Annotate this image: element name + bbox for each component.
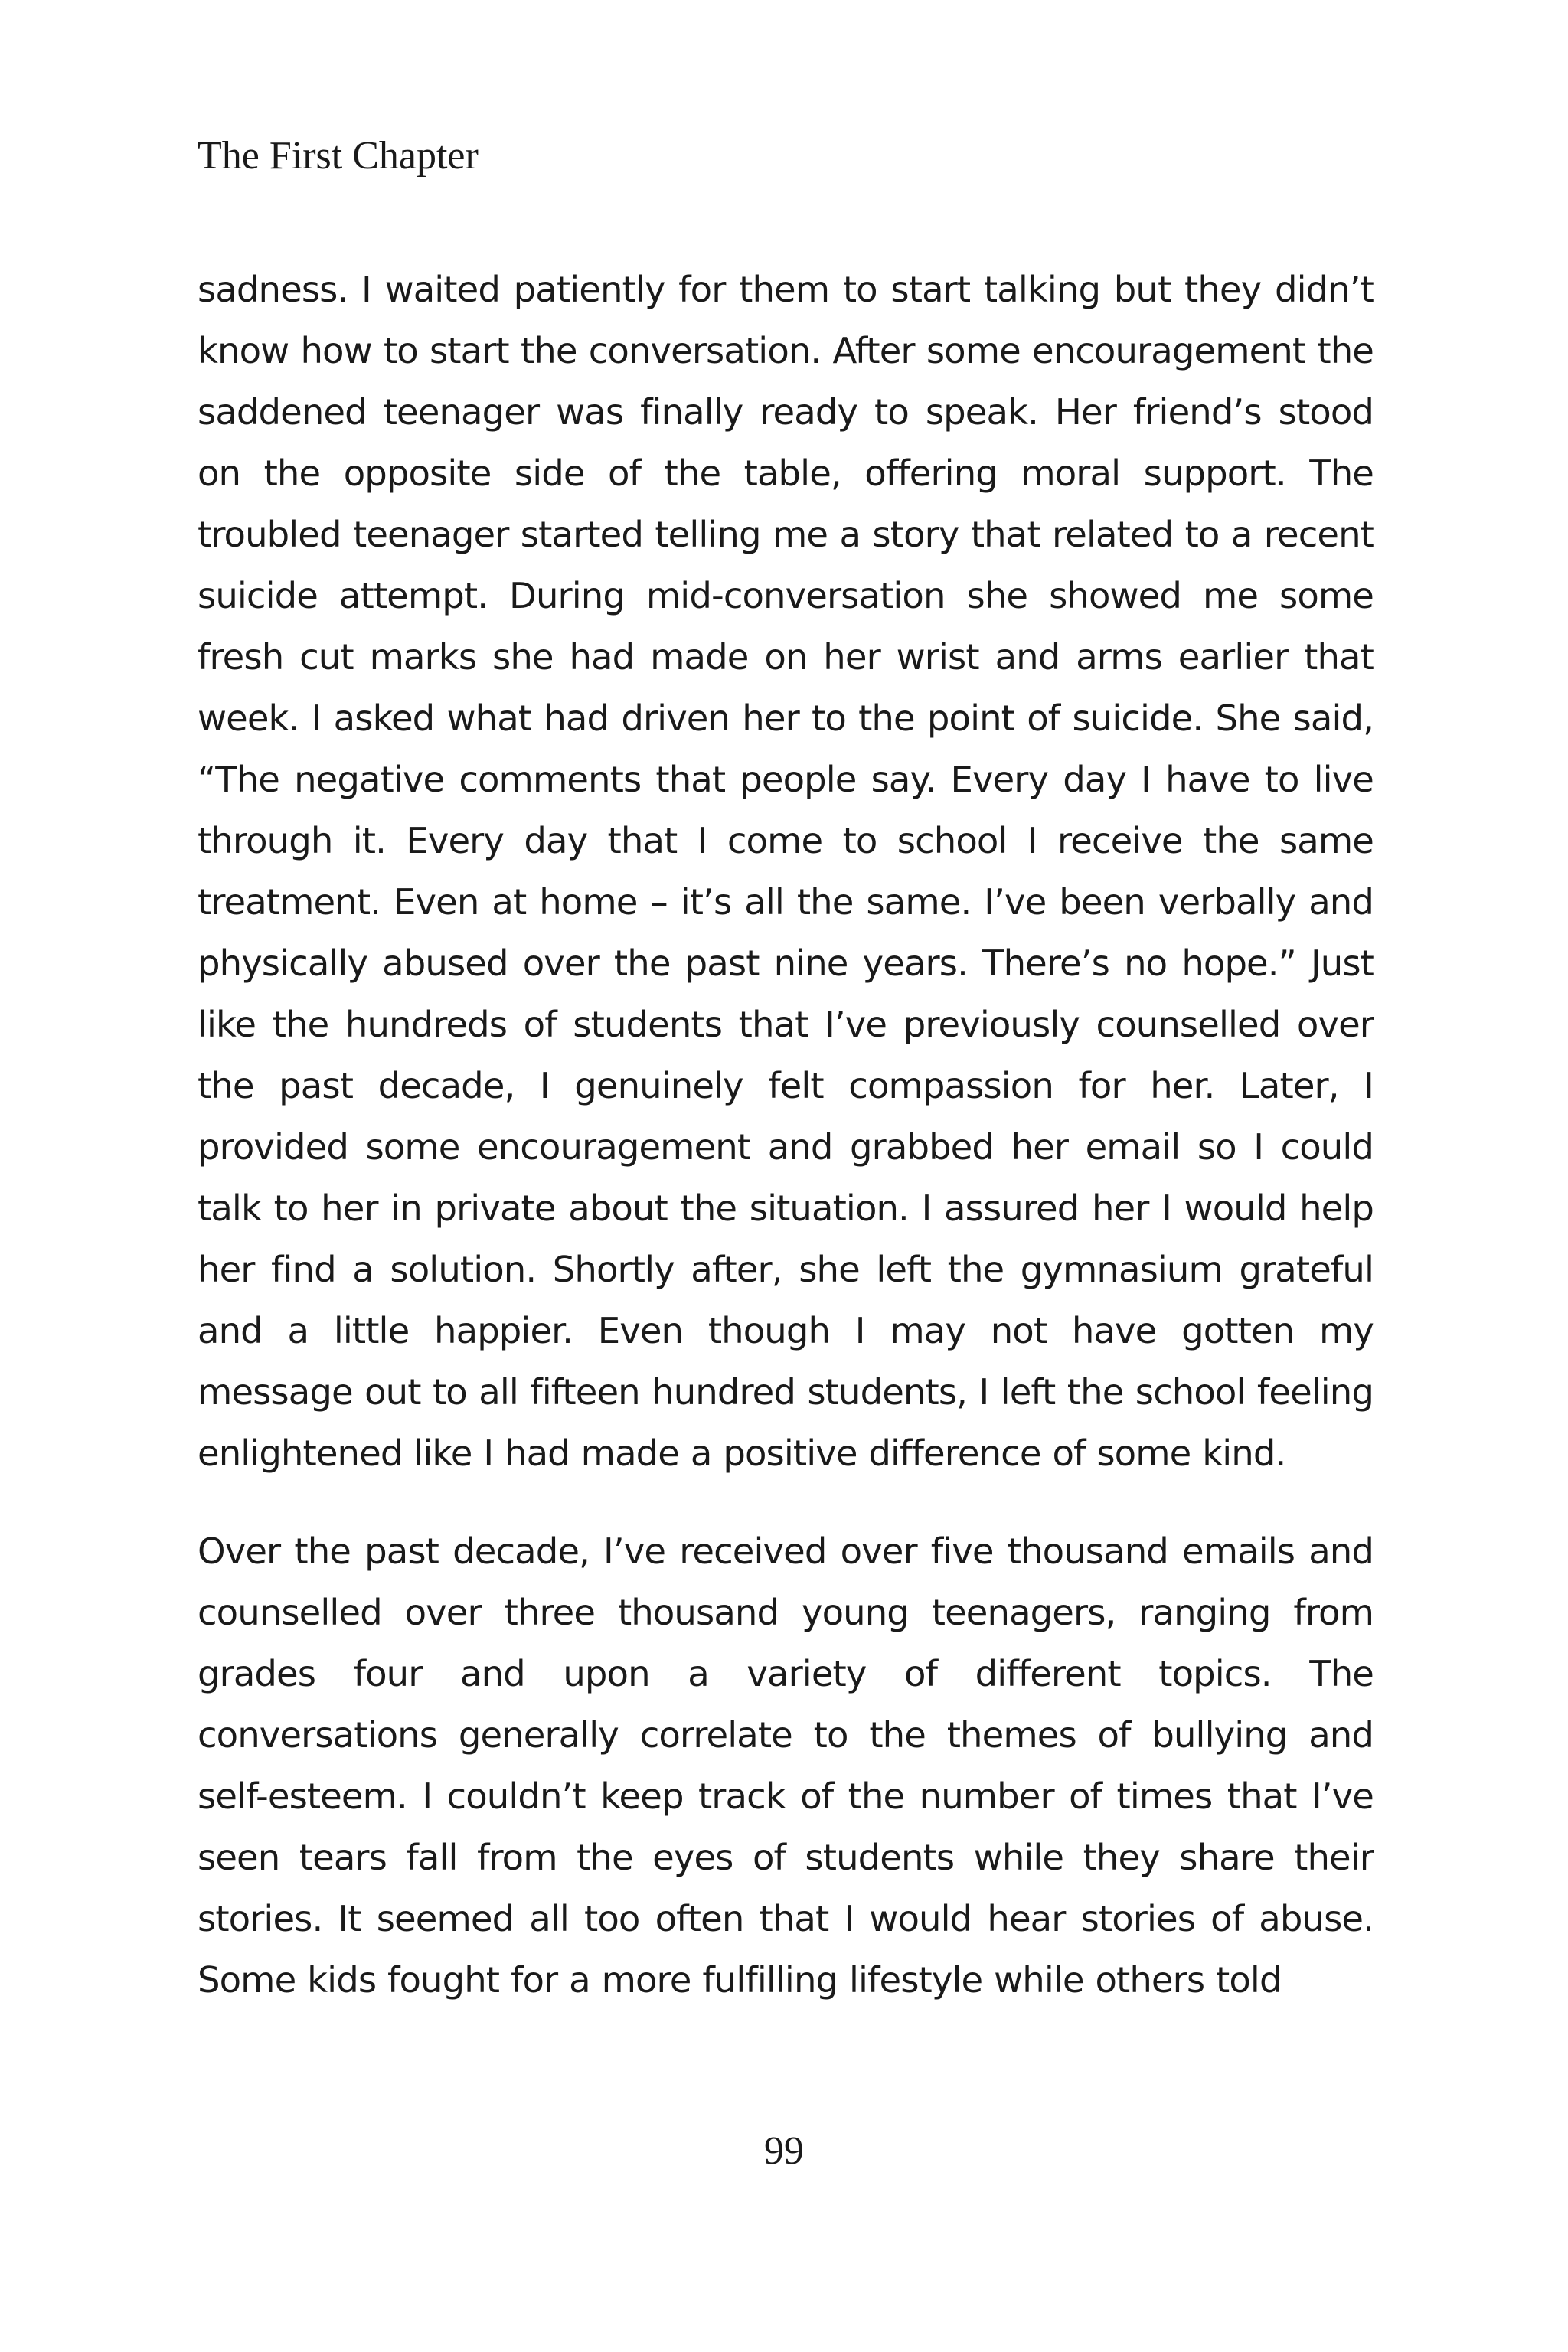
paragraph-2: Over the past decade, I’ve received over five thousand emails and counselled over three thousand young teenagers, ranging from grades four and upon a variety of different topics. The conversations generally correlate to the themes of bullying and self-esteem. I couldn’t keep track of the number of times that I’ve seen tears fall from the eyes of students while they share their stories. It seemed all too often that I would hear stories of abuse. Some kids fought for a more fulfilling lifestyle while others told xyxy=(198,1530,1374,2001)
page-number: 99 xyxy=(764,2129,804,2173)
running-header: The First Chapter xyxy=(198,134,479,178)
body-text xyxy=(198,259,1374,2047)
paragraph-1: sadness. I waited patiently for them to start talking but they didn’t know how to start the conversation. After some encouragement the saddened teenager was finally ready to speak. Her friend’s stood on the opposite side of the table, offering moral support. The troubled teenager started telling me a story that related to a recent suicide attempt. During mid-conversation she showed me some fresh cut marks she had made on her wrist and arms earlier that week. I asked what had driven her to the point of suicide. She said, “The negative comments that people say. Every day I have to live through it. Every day that I come to school I receive the same treatment. Even at home – it’s all the same. I’ve been verbally and physically abused over the past nine years. There’s no hope.” Just like the hundreds of students that I’ve previously counselled over the past decade, I genuinely felt compassion for her. Later, I provided some encouragement and grabbed her email so I could talk to her in private about the situation. I assured her I would help her find a solution. Shortly after, she left the gymnasium grateful and a little happier. Even though I may not have gotten my message out to all fifteen hundred students, I left the school feeling enlightened like I had made a positive difference of some kind. xyxy=(198,269,1374,1474)
